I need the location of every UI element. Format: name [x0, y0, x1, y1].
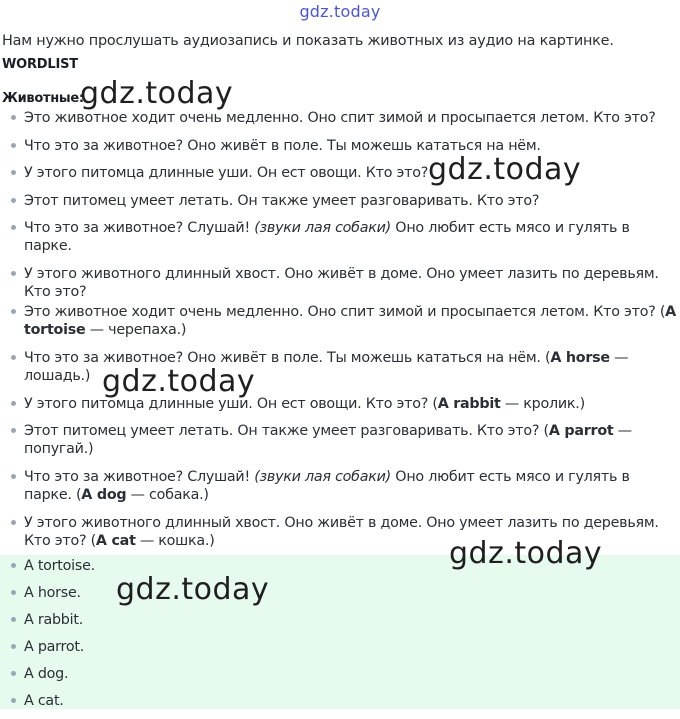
- short-answer: A rabbit.: [24, 612, 83, 628]
- bullet-icon: [11, 225, 16, 230]
- answer-text: Оно любит есть мясо и гулять в парке. (: [24, 469, 630, 504]
- answer-translation: — кролик.): [500, 395, 585, 412]
- question-text: Это животное ходит очень медленно. Оно спит зимой и просыпается летом. Кто это?: [24, 110, 656, 126]
- bullet-icon: [11, 355, 16, 360]
- question-text: Оно любит есть мясо и гулять в парке.: [24, 220, 630, 254]
- bullet-icon: [11, 115, 16, 120]
- bullet-icon: [11, 401, 16, 406]
- watermark: gdz.today: [102, 364, 256, 399]
- answer-text: Этот питомец умеет летать. Он также умеет разговаривать. Кто это? (: [24, 423, 549, 440]
- bullet-icon: [11, 428, 16, 433]
- bullet-icon: [11, 271, 16, 276]
- list-item: [0, 638, 676, 656]
- bullet-icon: [11, 563, 16, 568]
- list-item: [0, 219, 676, 255]
- watermark: gdz.today: [80, 76, 234, 111]
- watermark: gdz.today: [428, 152, 582, 187]
- wordlist-heading: WORDLIST: [2, 57, 78, 72]
- list-item: [0, 422, 676, 458]
- list-item: [0, 192, 676, 210]
- answer-translation: — кошка.): [135, 532, 215, 549]
- sound-note: (звуки лая собаки): [254, 220, 392, 236]
- question-text: Что это за животное? Оно живёт в поле. Ты можешь кататься на нём.: [24, 137, 541, 154]
- short-answer: A dog.: [24, 666, 69, 682]
- bullet-icon: [11, 170, 16, 175]
- question-text: У этого животного длинный хвост. Оно живёт в доме. Оно умеет лазить по деревьям. Кто это?: [24, 265, 659, 300]
- question-text: Что это за животное? Слушай!: [24, 220, 255, 236]
- sound-note: (звуки лая собаки): [254, 469, 392, 486]
- short-answers-list: [0, 557, 676, 719]
- question-text: У этого питомца длинные уши. Он ест овощи. Кто это?: [24, 165, 429, 181]
- answer-word: A horse: [550, 349, 610, 366]
- answer-word: A cat: [95, 532, 136, 549]
- question-text: Этот питомец умеет летать. Он также умеет разговаривать. Кто это?: [24, 192, 540, 209]
- bullet-icon: [11, 474, 16, 479]
- list-item: [0, 468, 676, 504]
- answer-translation: — черепаха.): [85, 322, 187, 338]
- answer-translation: — собака.): [126, 487, 209, 504]
- questions-list: [0, 109, 676, 310]
- list-item: [0, 265, 676, 301]
- answer-word: A rabbit: [437, 395, 501, 412]
- bullet-icon: [11, 617, 16, 622]
- top-watermark: gdz.today: [299, 2, 381, 21]
- list-item: [0, 611, 676, 629]
- bullet-icon: [11, 590, 16, 595]
- bullet-icon: [11, 671, 16, 676]
- short-answer: A cat.: [24, 693, 64, 709]
- short-answer: A horse.: [24, 585, 81, 601]
- answer-text: Что это за животное? Слушай!: [24, 469, 255, 486]
- answer-text: У этого питомца длинные уши. Он ест овощи. Кто это? (: [24, 395, 438, 412]
- answer-translation: — попугай.): [24, 423, 632, 458]
- list-item: [0, 109, 676, 127]
- bullet-icon: [11, 198, 16, 203]
- bullet-icon: [11, 309, 16, 314]
- bullet-icon: [11, 698, 16, 703]
- bullet-icon: [11, 143, 16, 148]
- watermark: gdz.today: [116, 572, 270, 607]
- list-item: [0, 665, 676, 683]
- bullet-icon: [11, 520, 16, 525]
- bullet-icon: [11, 644, 16, 649]
- answers-list: [0, 303, 676, 560]
- list-item: [0, 584, 676, 602]
- watermark: gdz.today: [449, 536, 603, 571]
- animals-heading: Животные:: [2, 91, 84, 106]
- answer-word: A dog: [81, 487, 127, 504]
- answer-word: A parrot: [548, 423, 614, 440]
- short-answer: A tortoise.: [24, 558, 95, 574]
- intro-text: Нам нужно прослушать аудиозапись и показать животных из аудио на картинке.: [2, 33, 614, 49]
- answer-text: Что это за животное? Оно живёт в поле. Ты можешь кататься на нём. (: [24, 349, 551, 366]
- answer-word: A tortoise: [24, 304, 676, 338]
- list-item: [0, 303, 676, 339]
- answer-text: У этого животного длинный хвост. Оно живёт в доме. Оно умеет лазить по деревьям. Кто это? (: [24, 514, 659, 549]
- answer-text: Это животное ходит очень медленно. Оно спит зимой и просыпается летом. Кто это? (: [24, 304, 666, 320]
- list-item: [0, 692, 676, 710]
- answer-translation: — лошадь.): [24, 349, 629, 384]
- short-answer: A parrot.: [24, 639, 84, 655]
